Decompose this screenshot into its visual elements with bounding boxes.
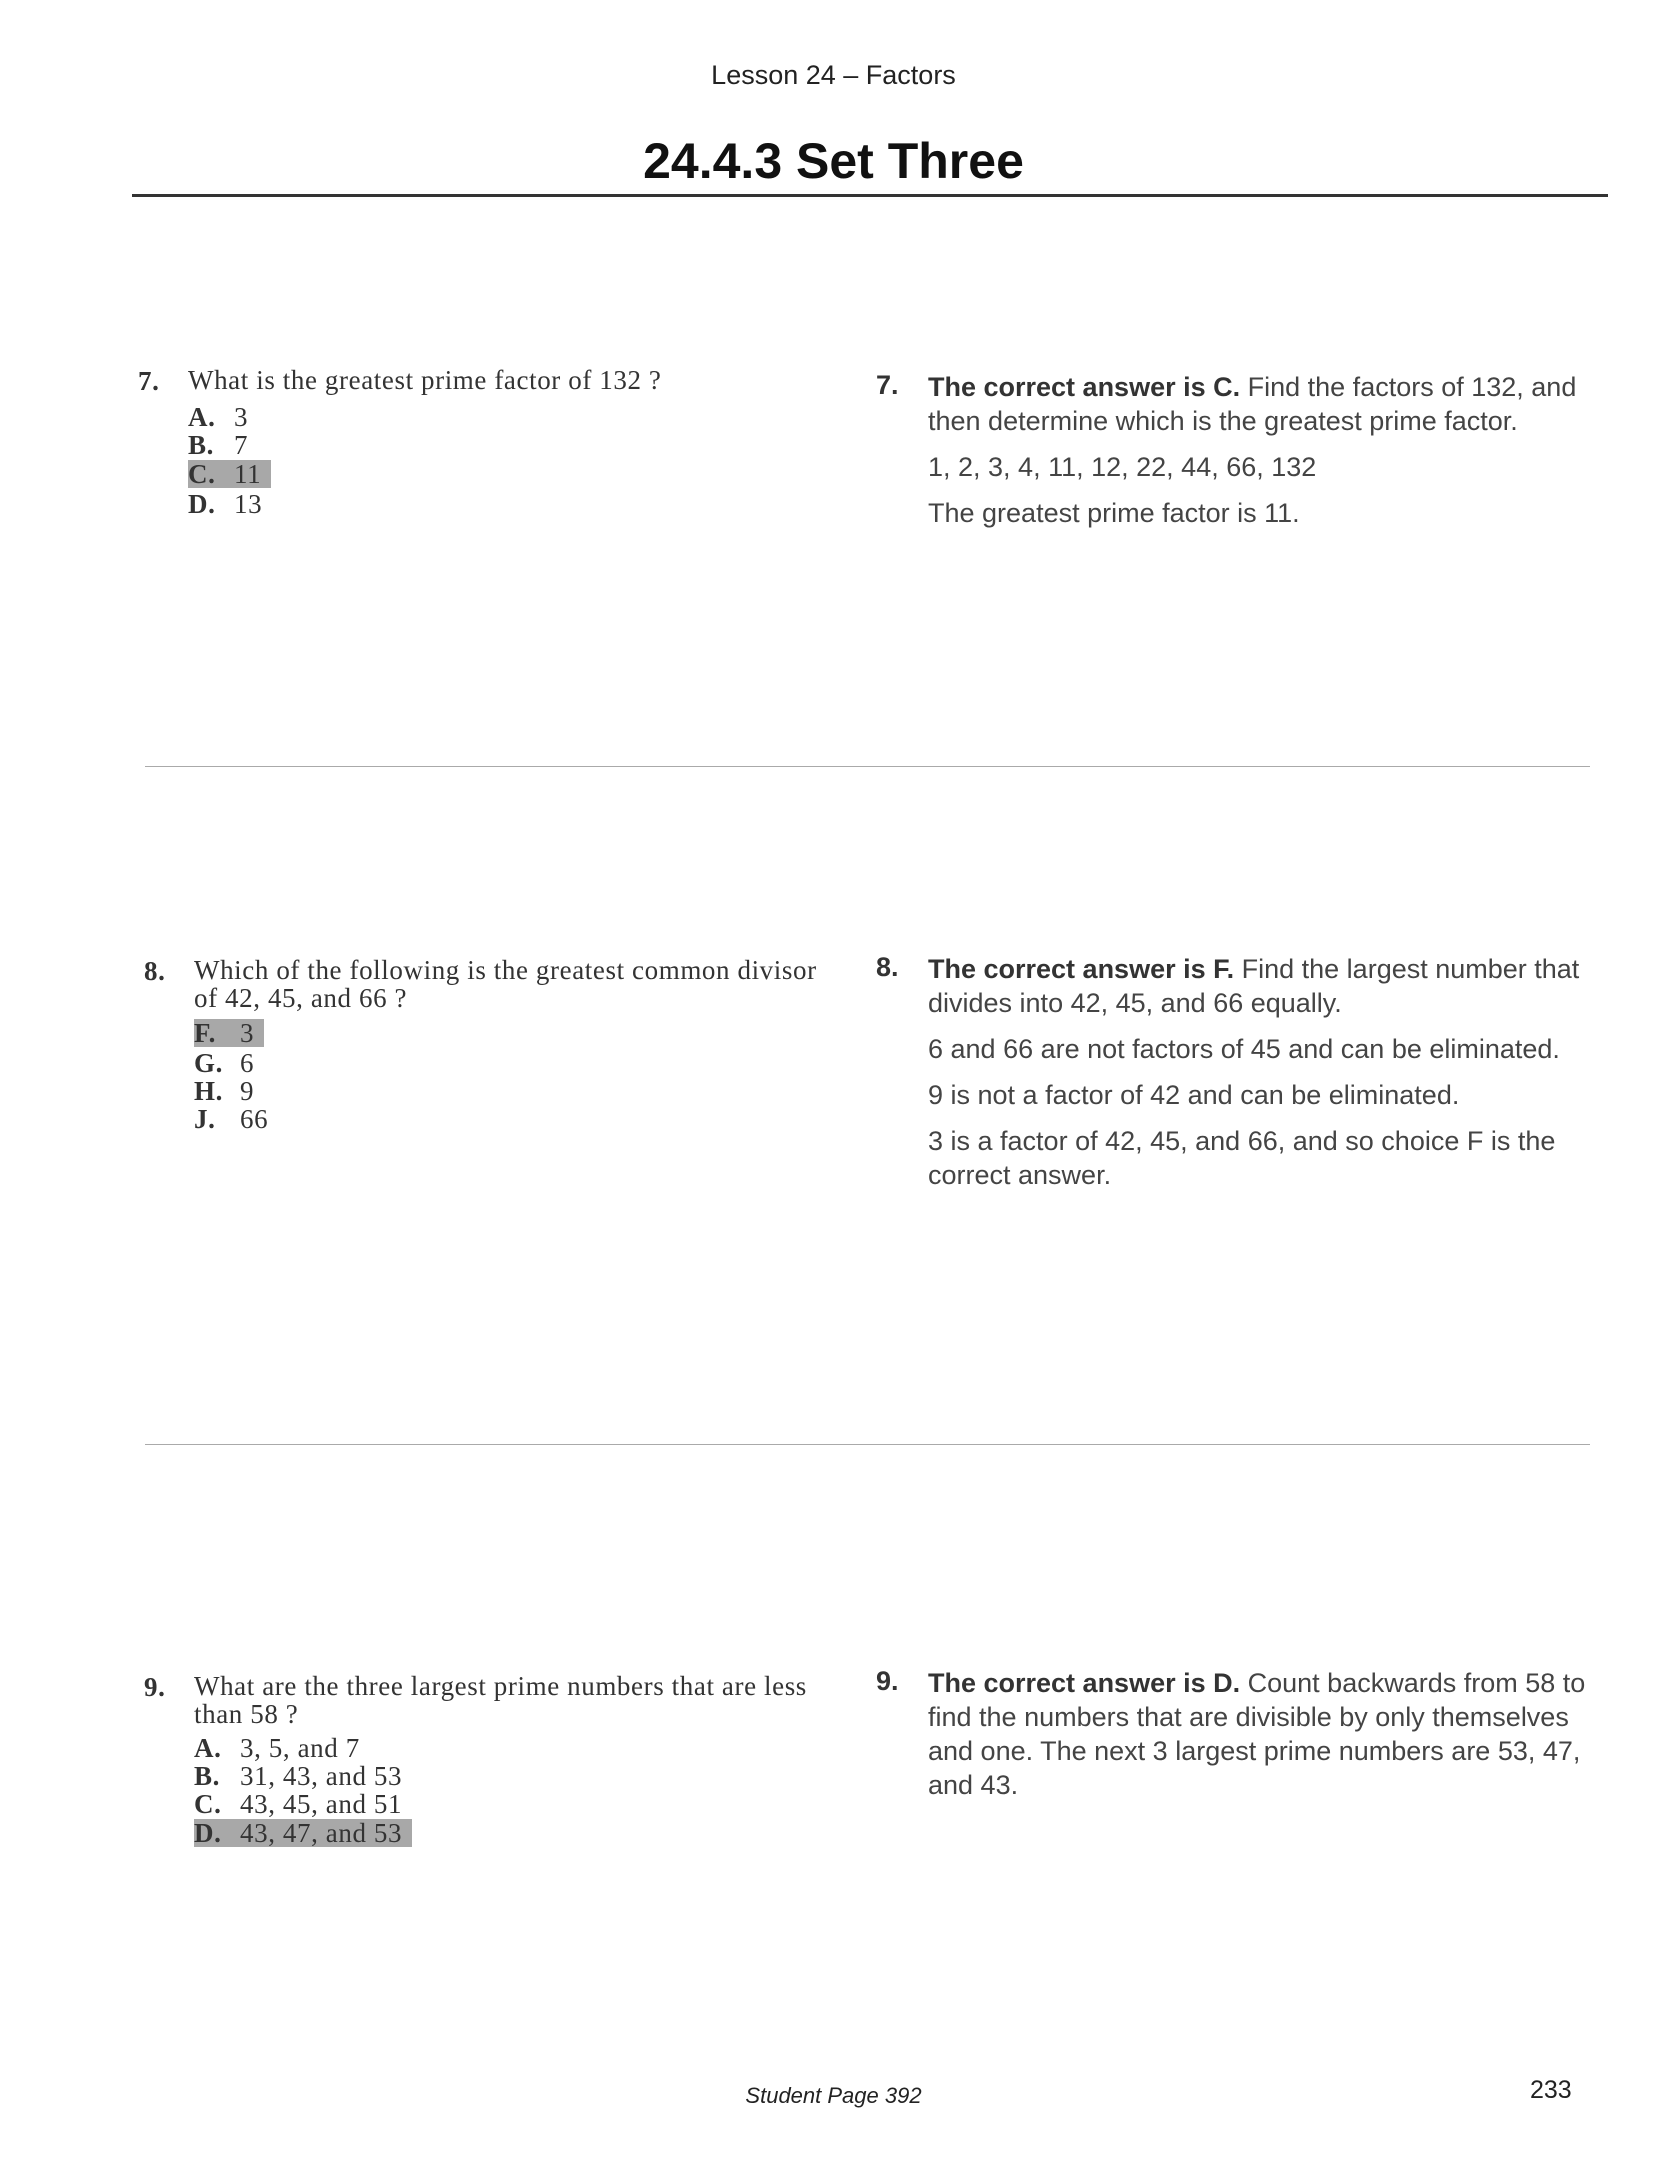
- choice-label: C.: [194, 1789, 222, 1819]
- answer-lead: The correct answer is F.: [928, 954, 1235, 984]
- question-text: What is the greatest prime factor of 132 ?: [188, 365, 662, 395]
- answer-paragraph: 9 is not a factor of 42 and can be eliminated.: [928, 1080, 1460, 1110]
- question-number: 9.: [144, 1672, 166, 1702]
- answer-explanation: Count backwards from 58 to find the numbers that are divisible by only themselves and one. The next 3 largest prime numbers are 53, 47, and 43.: [928, 1668, 1586, 1800]
- choice-value: 31, 43, and 53: [240, 1761, 403, 1791]
- choice-b: [194, 1762, 824, 1790]
- answer-9: [876, 1666, 1596, 1802]
- answer-paragraph: 3 is a factor of 42, 45, and 66, and so choice F is the correct answer.: [928, 1126, 1556, 1190]
- choice-label: D.: [194, 1818, 222, 1848]
- answer-8: [876, 952, 1596, 1192]
- choice-value: 9: [240, 1076, 255, 1106]
- choice-label: A.: [188, 402, 216, 432]
- choice-label: D.: [188, 489, 216, 519]
- choice-c: [194, 1790, 824, 1818]
- choice-h: [194, 1077, 824, 1105]
- answer-number: 9.: [876, 1666, 899, 1696]
- choice-value: 11: [234, 459, 262, 489]
- answer-text: [928, 952, 1596, 1020]
- choice-label: A.: [194, 1733, 222, 1763]
- choice-value: 7: [234, 430, 249, 460]
- page-title: 24.4.3 Set Three: [643, 133, 1024, 189]
- answer-text: [928, 370, 1596, 438]
- answer-explanation: Find the factors of 132, and then determine which is the greatest prime factor.: [928, 372, 1577, 436]
- answer-explanation: Find the largest number that divides into 42, 45, and 66 equally.: [928, 954, 1580, 1018]
- answer-paragraph: The greatest prime factor is 11.: [928, 498, 1300, 528]
- question-number: 8.: [144, 956, 166, 986]
- page-number: 233: [1530, 2076, 1572, 2104]
- question-number: 7.: [138, 366, 160, 396]
- choice-list: [188, 403, 818, 518]
- choice-value: 6: [240, 1048, 255, 1078]
- title-rule: [132, 194, 1608, 197]
- choice-list: [194, 1018, 824, 1133]
- choice-label: C.: [188, 459, 216, 489]
- choice-a: [194, 1734, 824, 1762]
- choice-c-highlighted: [188, 460, 271, 488]
- answer-7: [876, 370, 1596, 530]
- question-text: Which of the following is the greatest common divisor of 42, 45, and 66 ?: [194, 955, 817, 1013]
- question-9: [144, 1672, 824, 1849]
- choice-label: G.: [194, 1048, 223, 1078]
- choice-value: 3, 5, and 7: [240, 1733, 360, 1763]
- choice-value: 43, 45, and 51: [240, 1789, 403, 1819]
- section-divider: [145, 1444, 1590, 1445]
- choice-a: [188, 403, 818, 431]
- choice-value: 13: [234, 489, 263, 519]
- choice-j: [194, 1105, 824, 1133]
- lesson-header: Lesson 24 – Factors: [711, 60, 956, 90]
- section-divider: [145, 766, 1590, 767]
- question-7: [138, 366, 818, 518]
- answer-number: 7.: [876, 370, 899, 400]
- choice-label: B.: [188, 430, 214, 460]
- choice-value: 3: [240, 1018, 255, 1048]
- answer-number: 8.: [876, 952, 899, 982]
- answer-paragraph: 6 and 66 are not factors of 45 and can be eliminated.: [928, 1034, 1560, 1064]
- choice-f-highlighted: [194, 1019, 264, 1047]
- choice-label: J.: [194, 1104, 216, 1134]
- answer-paragraph: 1, 2, 3, 4, 11, 12, 22, 44, 66, 132: [928, 452, 1317, 482]
- answer-lead: The correct answer is D.: [928, 1668, 1241, 1698]
- choice-value: 66: [240, 1104, 269, 1134]
- choice-value: 3: [234, 402, 249, 432]
- choice-label: B.: [194, 1761, 220, 1791]
- answer-text: [928, 1666, 1596, 1802]
- question-8: [144, 956, 824, 1133]
- choice-d: [188, 490, 818, 518]
- student-page-footer: Student Page 392: [745, 2083, 922, 2108]
- choice-g: [194, 1049, 824, 1077]
- choice-label: F.: [194, 1018, 216, 1048]
- choice-list: [194, 1734, 824, 1849]
- choice-value: 43, 47, and 53: [240, 1818, 403, 1848]
- choice-d-highlighted: [194, 1819, 412, 1847]
- question-text: What are the three largest prime numbers that are less than 58 ?: [194, 1671, 807, 1729]
- answer-lead: The correct answer is C.: [928, 372, 1241, 402]
- choice-label: H.: [194, 1076, 223, 1106]
- choice-b: [188, 431, 818, 459]
